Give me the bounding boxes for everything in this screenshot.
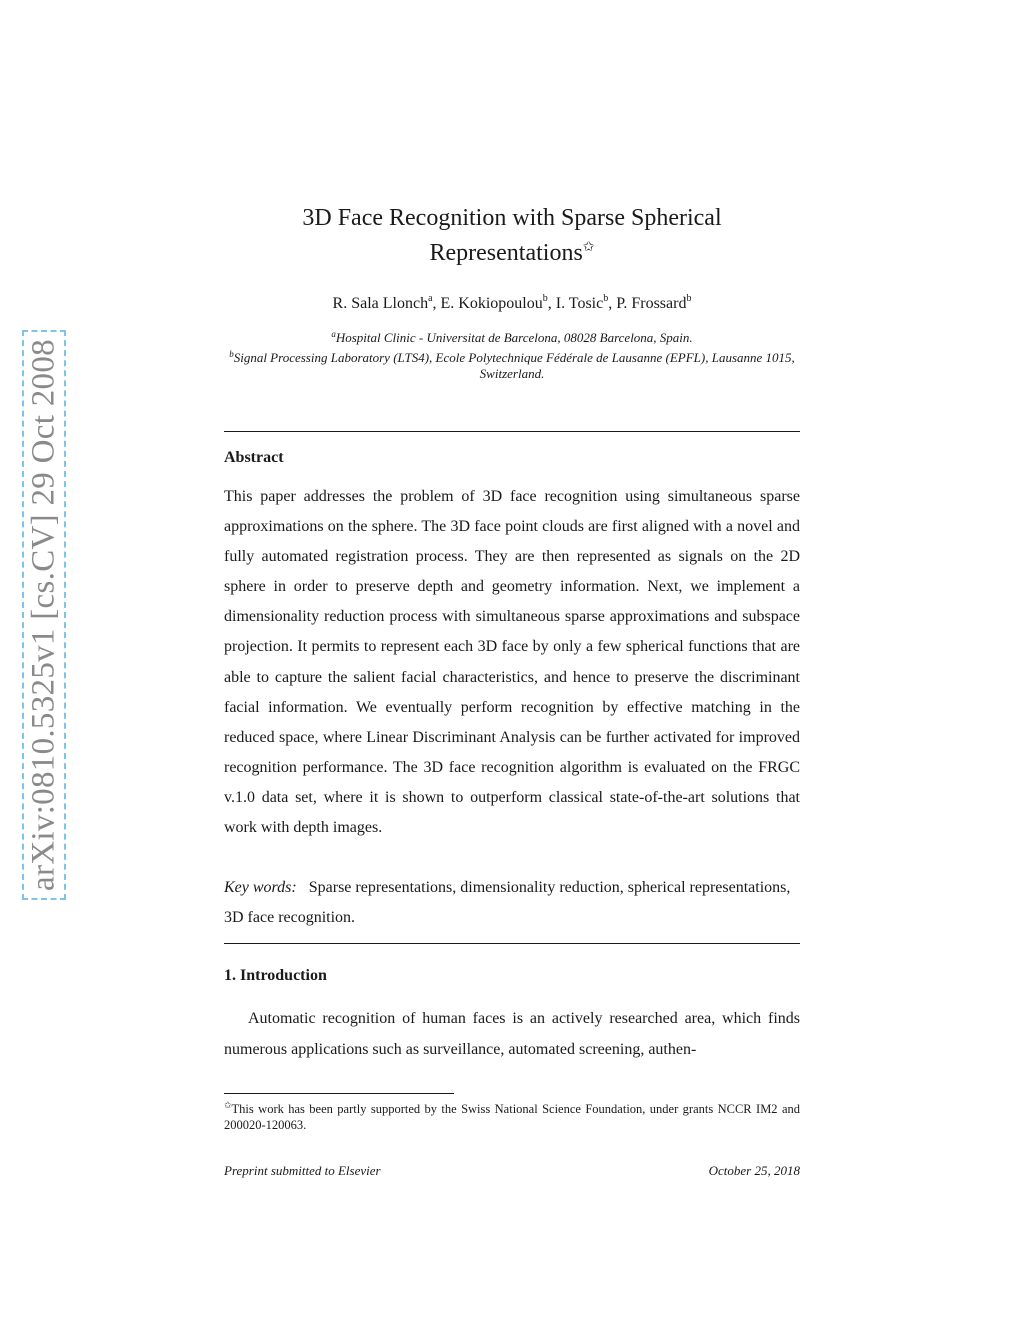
author-affiliation-mark: a [428, 293, 433, 304]
arxiv-watermark [22, 330, 66, 900]
footnote-rule [224, 1093, 454, 1094]
affiliation-list [210, 326, 814, 382]
author-name: E. Kokiopoulou [440, 295, 543, 312]
abstract-top-rule [224, 431, 800, 432]
author-affiliation-mark: b [603, 293, 609, 304]
abstract-text: This paper addresses the problem of 3D face recognition using simultaneous sparse approximations on the sphere. The 3D face point clouds are first aligned with a novel and fully automated registration process. They are then represented as signals on the 2D sphere in order to preserve depth and geometry information. Next, we implement a dimensionality reduction process with simultaneous sparse approximations and subspace projection. It permits to represent each 3D face by only a few spherical functions that are able to capture the salient facial characteristics, and hence to preserve the discriminant facial information. We eventually perform recognition by effective matching in the reduced space, where Linear Discriminant Analysis can be further activated for improved recognition performance. The 3D face recognition algorithm is evaluated on the FRGC v.1.0 data set, where it is shown to outperform classical state-of-the-art solutions that work with depth images. [224, 488, 800, 837]
title-line-2: Representations [429, 240, 583, 266]
keywords-label: Key words: [224, 879, 297, 896]
author-list: R. Sala Llonch$^a$, E. Kokiopoulou$^b$, I. Tosic$^b$, P. Frossard$^b$ [332, 293, 692, 312]
author-name: I. Tosic [555, 295, 604, 312]
arxiv-identifier: arXiv:0810.5325v1 [cs.CV] 29 Oct 2008 [25, 339, 62, 891]
affiliation-mark: b [229, 349, 234, 359]
preprint-date: October 25, 2018 [708, 1163, 800, 1178]
affiliation-text: Signal Processing Laboratory (LTS4), Ecole Polytechnique Fédérale de Lausanne (EPFL), Lausanne 1015, Switzerland. [233, 350, 795, 381]
keywords [224, 873, 800, 933]
affiliation-mark: a [331, 329, 336, 339]
author-affiliation-mark: b [542, 293, 548, 304]
footnote-text: This work has been partly supported by the Swiss National Science Foundation, under grants NCCR IM2 and 200020-120063. [224, 1102, 800, 1132]
affiliation-text: Hospital Clinic - Universitat de Barcelona, 08028 Barcelona, Spain. [335, 330, 693, 345]
title-footnote-mark: ✩ [582, 240, 595, 255]
section-heading-introduction: 1. Introduction [224, 967, 327, 984]
footnote [224, 1097, 800, 1133]
author-affiliation-mark: b [686, 293, 692, 304]
title-line-1: 3D Face Recognition with Sparse Spherical [302, 205, 722, 231]
author-name: R. Sala Llonch [332, 295, 429, 312]
footnote-mark: ✩ [224, 1100, 232, 1110]
preprint-note: Preprint submitted to Elsevier [224, 1163, 381, 1178]
introduction-text: Automatic recognition of human faces is an actively researched area, which finds numerous applications such as surveillance, automated screening, authen- [224, 1010, 800, 1058]
author-name: P. Frossard [616, 295, 687, 312]
keywords-text: Sparse representations, dimensionality reduction, spherical representations, 3D face recognition. [224, 879, 791, 926]
abstract-bottom-rule [224, 943, 800, 944]
abstract-heading: Abstract [224, 449, 284, 466]
paper-title [224, 203, 800, 268]
